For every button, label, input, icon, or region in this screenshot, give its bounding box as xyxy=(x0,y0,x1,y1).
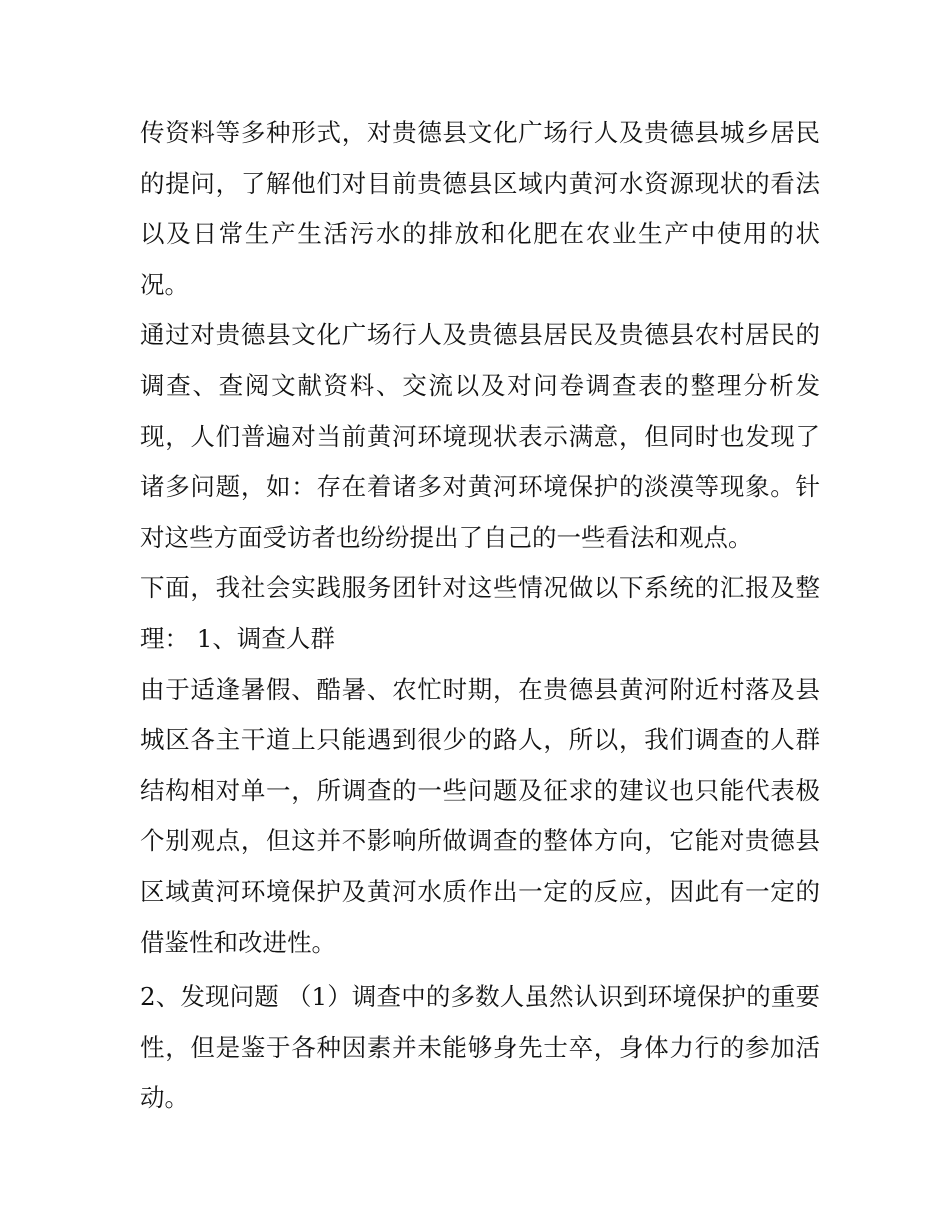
document-body xyxy=(140,108,820,1124)
paragraph-5: 2、发现问题 （1）调查中的多数人虽然认识到环境保护的重要性，但是鉴于各种因素并未能够身先士卒，身体力行的参加活动。 xyxy=(140,982,820,1113)
paragraph-4: 由于适逢暑假、酷暑、农忙时期，在贵德县黄河附近村落及县城区各主干道上只能遇到很少的路人，所以，我们调查的人群结构相对单一，所调查的一些问题及征求的建议也只能代表极个别观点，但这并不影响所做调查的整体方向，它能对贵德县区域黄河环境保护及黄河水质作出一定的反应，因此有一定的借鉴性和改进性。 xyxy=(140,674,820,957)
paragraph-3: 下面，我社会实践服务团针对这些情况做以下系统的汇报及整理： 1、调查人群 xyxy=(140,573,820,653)
paragraph-2: 通过对贵德县文化广场行人及贵德县居民及贵德县农村居民的调查、查阅文献资料、交流以及对问卷调查表的整理分析发现，人们普遍对当前黄河环境现状表示满意，但同时也发现了诸多问题，如：存在着诸多对黄河环境保护的淡漠等现象。针对这些方面受访者也纷纷提出了自己的一些看法和观点。 xyxy=(140,320,820,552)
paragraph-1: 传资料等多种形式，对贵德县文化广场行人及贵德县城乡居民的提问，了解他们对目前贵德县区域内黄河水资源现状的看法以及日常生产生活污水的排放和化肥在农业生产中使用的状况。 xyxy=(140,118,820,299)
